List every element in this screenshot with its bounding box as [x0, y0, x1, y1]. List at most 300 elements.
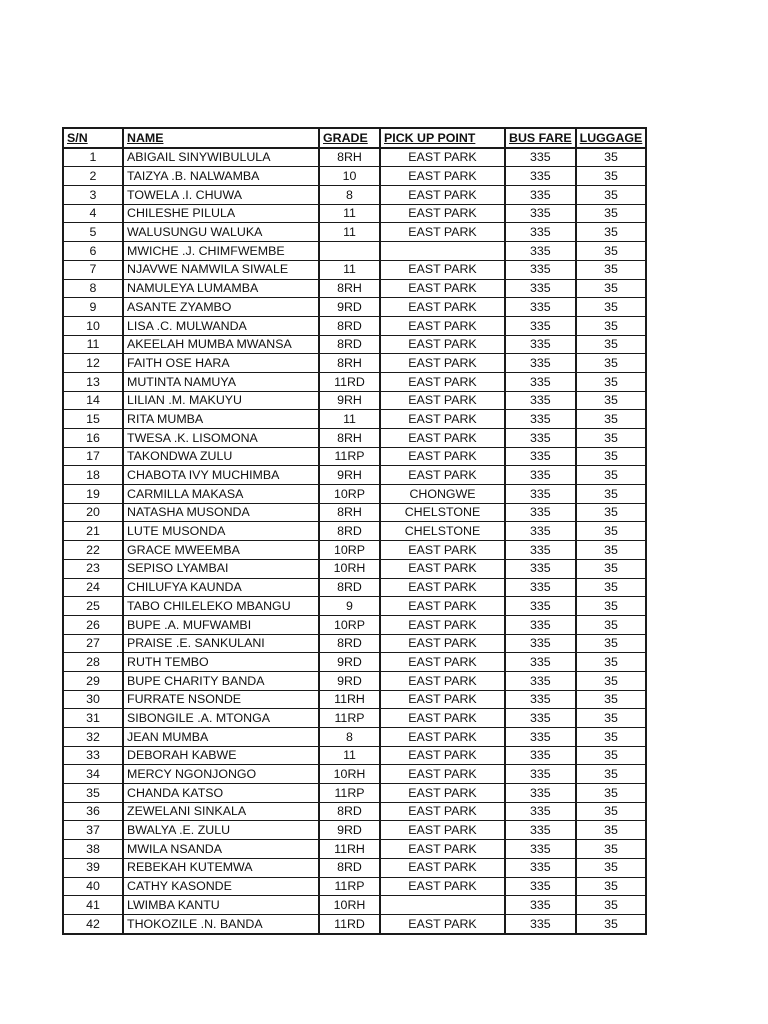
cell-bus-fare: 335 [505, 466, 576, 485]
cell-name: MERCY NGONJONGO [123, 765, 319, 784]
cell-grade: 11RP [319, 709, 380, 728]
cell-bus-fare: 335 [505, 784, 576, 803]
cell-luggage: 35 [576, 279, 647, 298]
cell-bus-fare: 335 [505, 223, 576, 242]
cell-grade: 10RP [319, 541, 380, 560]
cell-pickup: CHONGWE [380, 485, 505, 504]
cell-luggage: 35 [576, 765, 647, 784]
cell-name: MWILA NSANDA [123, 840, 319, 859]
cell-sn: 34 [63, 765, 123, 784]
cell-bus-fare: 335 [505, 242, 576, 261]
cell-sn: 2 [63, 167, 123, 186]
cell-sn: 22 [63, 541, 123, 560]
cell-luggage: 35 [576, 223, 647, 242]
table-row [63, 541, 646, 560]
table-row [63, 447, 646, 466]
cell-grade: 9RD [319, 671, 380, 690]
cell-grade: 8RH [319, 503, 380, 522]
cell-pickup: EAST PARK [380, 802, 505, 821]
table-row [63, 148, 646, 167]
cell-pickup: EAST PARK [380, 671, 505, 690]
cell-grade: 9RD [319, 653, 380, 672]
cell-grade: 8RD [319, 858, 380, 877]
table-header-row [63, 128, 646, 148]
cell-name: GRACE MWEEMBA [123, 541, 319, 560]
cell-luggage: 35 [576, 784, 647, 803]
cell-luggage: 35 [576, 597, 647, 616]
cell-pickup: EAST PARK [380, 391, 505, 410]
cell-pickup: EAST PARK [380, 877, 505, 896]
cell-sn: 7 [63, 260, 123, 279]
cell-grade: 11RD [319, 914, 380, 933]
cell-name: FURRATE NSONDE [123, 690, 319, 709]
cell-bus-fare: 335 [505, 410, 576, 429]
cell-pickup: EAST PARK [380, 578, 505, 597]
student-bus-table [62, 127, 647, 935]
cell-bus-fare: 335 [505, 354, 576, 373]
cell-luggage: 35 [576, 840, 647, 859]
cell-grade: 8RH [319, 354, 380, 373]
cell-pickup: EAST PARK [380, 260, 505, 279]
cell-grade: 8RH [319, 429, 380, 448]
table-row [63, 690, 646, 709]
cell-grade: 8RD [319, 578, 380, 597]
cell-name: RUTH TEMBO [123, 653, 319, 672]
cell-luggage: 35 [576, 372, 647, 391]
cell-pickup: EAST PARK [380, 821, 505, 840]
table-row [63, 877, 646, 896]
cell-sn: 33 [63, 746, 123, 765]
cell-luggage: 35 [576, 653, 647, 672]
cell-bus-fare: 335 [505, 391, 576, 410]
cell-grade: 10RH [319, 896, 380, 915]
cell-grade: 8RD [319, 802, 380, 821]
header-luggage: LUGGAGE [576, 128, 647, 148]
table-row [63, 559, 646, 578]
cell-luggage: 35 [576, 728, 647, 747]
table-row [63, 802, 646, 821]
cell-sn: 39 [63, 858, 123, 877]
cell-luggage: 35 [576, 316, 647, 335]
cell-name: MWICHE .J. CHIMFWEMBE [123, 242, 319, 261]
cell-pickup: EAST PARK [380, 541, 505, 560]
cell-luggage: 35 [576, 204, 647, 223]
table-row [63, 597, 646, 616]
cell-name: CARMILLA MAKASA [123, 485, 319, 504]
cell-sn: 35 [63, 784, 123, 803]
header-bus-fare: BUS FARE [505, 128, 576, 148]
cell-pickup: EAST PARK [380, 354, 505, 373]
cell-pickup: EAST PARK [380, 410, 505, 429]
header-sn: S/N [63, 128, 123, 148]
cell-sn: 37 [63, 821, 123, 840]
cell-pickup: EAST PARK [380, 559, 505, 578]
cell-grade: 11 [319, 223, 380, 242]
table-row [63, 260, 646, 279]
cell-luggage: 35 [576, 148, 647, 167]
cell-sn: 14 [63, 391, 123, 410]
cell-luggage: 35 [576, 896, 647, 915]
cell-grade: 10RH [319, 765, 380, 784]
cell-name: CHABOTA IVY MUCHIMBA [123, 466, 319, 485]
cell-sn: 31 [63, 709, 123, 728]
cell-name: LWIMBA KANTU [123, 896, 319, 915]
cell-grade: 11RH [319, 690, 380, 709]
cell-name: TABO CHILELEKO MBANGU [123, 597, 319, 616]
cell-bus-fare: 335 [505, 541, 576, 560]
table-row [63, 429, 646, 448]
cell-name: BWALYA .E. ZULU [123, 821, 319, 840]
cell-name: LILIAN .M. MAKUYU [123, 391, 319, 410]
table-row [63, 522, 646, 541]
cell-bus-fare: 335 [505, 858, 576, 877]
cell-grade: 10 [319, 167, 380, 186]
cell-name: CHILESHE PILULA [123, 204, 319, 223]
cell-bus-fare: 335 [505, 447, 576, 466]
cell-grade [319, 242, 380, 261]
cell-luggage: 35 [576, 485, 647, 504]
cell-grade: 11 [319, 260, 380, 279]
cell-name: ZEWELANI SINKALA [123, 802, 319, 821]
cell-bus-fare: 335 [505, 578, 576, 597]
cell-pickup: EAST PARK [380, 186, 505, 205]
cell-bus-fare: 335 [505, 690, 576, 709]
table-row [63, 728, 646, 747]
cell-pickup: EAST PARK [380, 335, 505, 354]
cell-bus-fare: 335 [505, 877, 576, 896]
cell-sn: 40 [63, 877, 123, 896]
cell-sn: 12 [63, 354, 123, 373]
cell-luggage: 35 [576, 709, 647, 728]
cell-grade: 8 [319, 728, 380, 747]
cell-sn: 23 [63, 559, 123, 578]
table-row [63, 840, 646, 859]
cell-pickup: EAST PARK [380, 167, 505, 186]
cell-pickup: EAST PARK [380, 447, 505, 466]
cell-bus-fare: 335 [505, 204, 576, 223]
cell-name: SIBONGILE .A. MTONGA [123, 709, 319, 728]
cell-name: NJAVWE NAMWILA SIWALE [123, 260, 319, 279]
cell-bus-fare: 335 [505, 167, 576, 186]
cell-luggage: 35 [576, 690, 647, 709]
table-row [63, 335, 646, 354]
cell-grade: 9RH [319, 391, 380, 410]
cell-luggage: 35 [576, 858, 647, 877]
cell-grade: 8RD [319, 316, 380, 335]
cell-name: WALUSUNGU WALUKA [123, 223, 319, 242]
cell-pickup: EAST PARK [380, 709, 505, 728]
cell-sn: 8 [63, 279, 123, 298]
table-row [63, 578, 646, 597]
cell-grade: 8RD [319, 335, 380, 354]
cell-pickup: EAST PARK [380, 690, 505, 709]
table-row [63, 709, 646, 728]
cell-bus-fare: 335 [505, 186, 576, 205]
cell-grade: 11 [319, 746, 380, 765]
cell-grade: 11RP [319, 784, 380, 803]
cell-sn: 21 [63, 522, 123, 541]
cell-pickup: EAST PARK [380, 858, 505, 877]
table-row [63, 167, 646, 186]
cell-bus-fare: 335 [505, 485, 576, 504]
cell-grade: 11RH [319, 840, 380, 859]
cell-pickup: EAST PARK [380, 316, 505, 335]
table-row [63, 354, 646, 373]
cell-sn: 13 [63, 372, 123, 391]
cell-name: MUTINTA NAMUYA [123, 372, 319, 391]
header-name: NAME [123, 128, 319, 148]
cell-bus-fare: 335 [505, 728, 576, 747]
table-row [63, 503, 646, 522]
cell-pickup: EAST PARK [380, 914, 505, 933]
table-row [63, 485, 646, 504]
cell-sn: 36 [63, 802, 123, 821]
cell-pickup: CHELSTONE [380, 503, 505, 522]
cell-sn: 24 [63, 578, 123, 597]
cell-bus-fare: 335 [505, 765, 576, 784]
header-pickup: PICK UP POINT [380, 128, 505, 148]
cell-luggage: 35 [576, 578, 647, 597]
cell-name: FAITH OSE HARA [123, 354, 319, 373]
cell-bus-fare: 335 [505, 597, 576, 616]
cell-pickup: EAST PARK [380, 372, 505, 391]
cell-sn: 27 [63, 634, 123, 653]
cell-name: BUPE .A. MUFWAMBI [123, 615, 319, 634]
cell-bus-fare: 335 [505, 503, 576, 522]
table-row [63, 186, 646, 205]
cell-grade: 11RP [319, 877, 380, 896]
cell-name: THOKOZILE .N. BANDA [123, 914, 319, 933]
cell-pickup: EAST PARK [380, 634, 505, 653]
cell-grade: 8RD [319, 634, 380, 653]
cell-name: NATASHA MUSONDA [123, 503, 319, 522]
cell-bus-fare: 335 [505, 298, 576, 317]
cell-luggage: 35 [576, 821, 647, 840]
cell-sn: 41 [63, 896, 123, 915]
cell-name: PRAISE .E. SANKULANI [123, 634, 319, 653]
cell-bus-fare: 335 [505, 429, 576, 448]
spreadsheet-page [62, 127, 647, 935]
cell-sn: 6 [63, 242, 123, 261]
table-row [63, 410, 646, 429]
cell-grade: 9RD [319, 298, 380, 317]
cell-luggage: 35 [576, 615, 647, 634]
cell-name: ASANTE ZYAMBO [123, 298, 319, 317]
header-grade: GRADE [319, 128, 380, 148]
cell-luggage: 35 [576, 298, 647, 317]
cell-sn: 15 [63, 410, 123, 429]
cell-bus-fare: 335 [505, 821, 576, 840]
cell-grade: 10RH [319, 559, 380, 578]
table-row [63, 896, 646, 915]
cell-luggage: 35 [576, 410, 647, 429]
cell-name: TOWELA .I. CHUWA [123, 186, 319, 205]
cell-sn: 18 [63, 466, 123, 485]
cell-luggage: 35 [576, 335, 647, 354]
table-row [63, 634, 646, 653]
cell-name: CHILUFYA KAUNDA [123, 578, 319, 597]
cell-grade: 8 [319, 186, 380, 205]
cell-bus-fare: 335 [505, 802, 576, 821]
cell-pickup: EAST PARK [380, 746, 505, 765]
cell-grade: 8RH [319, 279, 380, 298]
cell-sn: 26 [63, 615, 123, 634]
cell-pickup: EAST PARK [380, 728, 505, 747]
cell-name: LISA .C. MULWANDA [123, 316, 319, 335]
cell-luggage: 35 [576, 634, 647, 653]
cell-pickup: CHELSTONE [380, 522, 505, 541]
cell-grade: 8RD [319, 522, 380, 541]
cell-luggage: 35 [576, 391, 647, 410]
table-body [63, 148, 646, 934]
cell-grade: 9RD [319, 821, 380, 840]
cell-name: AKEELAH MUMBA MWANSA [123, 335, 319, 354]
cell-name: DEBORAH KABWE [123, 746, 319, 765]
cell-grade: 9RH [319, 466, 380, 485]
table-row [63, 858, 646, 877]
table-row [63, 223, 646, 242]
cell-bus-fare: 335 [505, 914, 576, 933]
cell-grade: 8RH [319, 148, 380, 167]
cell-pickup: EAST PARK [380, 840, 505, 859]
cell-sn: 32 [63, 728, 123, 747]
cell-bus-fare: 335 [505, 559, 576, 578]
table-row [63, 653, 646, 672]
cell-sn: 28 [63, 653, 123, 672]
cell-bus-fare: 335 [505, 746, 576, 765]
cell-name: CHANDA KATSO [123, 784, 319, 803]
cell-sn: 1 [63, 148, 123, 167]
cell-luggage: 35 [576, 541, 647, 560]
cell-grade: 11 [319, 204, 380, 223]
cell-bus-fare: 335 [505, 653, 576, 672]
table-row [63, 298, 646, 317]
cell-sn: 25 [63, 597, 123, 616]
table-row [63, 914, 646, 933]
cell-sn: 11 [63, 335, 123, 354]
cell-pickup [380, 242, 505, 261]
cell-grade: 11RP [319, 447, 380, 466]
table-row [63, 204, 646, 223]
cell-sn: 19 [63, 485, 123, 504]
cell-luggage: 35 [576, 260, 647, 279]
cell-luggage: 35 [576, 914, 647, 933]
cell-name: CATHY KASONDE [123, 877, 319, 896]
cell-luggage: 35 [576, 186, 647, 205]
cell-pickup: EAST PARK [380, 653, 505, 672]
cell-sn: 42 [63, 914, 123, 933]
cell-sn: 4 [63, 204, 123, 223]
table-row [63, 242, 646, 261]
cell-pickup: EAST PARK [380, 597, 505, 616]
cell-bus-fare: 335 [505, 335, 576, 354]
cell-name: TAIZYA .B. NALWAMBA [123, 167, 319, 186]
cell-name: TAKONDWA ZULU [123, 447, 319, 466]
cell-bus-fare: 335 [505, 896, 576, 915]
cell-luggage: 35 [576, 167, 647, 186]
table-row [63, 372, 646, 391]
cell-pickup: EAST PARK [380, 466, 505, 485]
cell-luggage: 35 [576, 354, 647, 373]
cell-name: JEAN MUMBA [123, 728, 319, 747]
cell-grade: 11 [319, 410, 380, 429]
table-row [63, 279, 646, 298]
cell-bus-fare: 335 [505, 316, 576, 335]
cell-bus-fare: 335 [505, 279, 576, 298]
cell-sn: 5 [63, 223, 123, 242]
cell-luggage: 35 [576, 559, 647, 578]
cell-pickup: EAST PARK [380, 148, 505, 167]
cell-pickup [380, 896, 505, 915]
table-row [63, 391, 646, 410]
cell-sn: 20 [63, 503, 123, 522]
cell-bus-fare: 335 [505, 840, 576, 859]
cell-luggage: 35 [576, 503, 647, 522]
cell-grade: 9 [319, 597, 380, 616]
table-row [63, 784, 646, 803]
cell-bus-fare: 335 [505, 709, 576, 728]
cell-name: RITA MUMBA [123, 410, 319, 429]
cell-grade: 10RP [319, 485, 380, 504]
cell-luggage: 35 [576, 877, 647, 896]
cell-bus-fare: 335 [505, 671, 576, 690]
table-row [63, 765, 646, 784]
cell-pickup: EAST PARK [380, 765, 505, 784]
cell-luggage: 35 [576, 242, 647, 261]
cell-grade: 10RP [319, 615, 380, 634]
table-row [63, 821, 646, 840]
cell-luggage: 35 [576, 746, 647, 765]
cell-sn: 17 [63, 447, 123, 466]
cell-luggage: 35 [576, 447, 647, 466]
cell-bus-fare: 335 [505, 522, 576, 541]
cell-bus-fare: 335 [505, 634, 576, 653]
table-row [63, 466, 646, 485]
cell-pickup: EAST PARK [380, 784, 505, 803]
cell-pickup: EAST PARK [380, 298, 505, 317]
cell-pickup: EAST PARK [380, 615, 505, 634]
cell-luggage: 35 [576, 522, 647, 541]
cell-name: REBEKAH KUTEMWA [123, 858, 319, 877]
cell-name: LUTE MUSONDA [123, 522, 319, 541]
cell-name: NAMULEYA LUMAMBA [123, 279, 319, 298]
cell-pickup: EAST PARK [380, 279, 505, 298]
cell-pickup: EAST PARK [380, 429, 505, 448]
cell-sn: 3 [63, 186, 123, 205]
cell-bus-fare: 335 [505, 148, 576, 167]
cell-luggage: 35 [576, 466, 647, 485]
cell-sn: 16 [63, 429, 123, 448]
cell-sn: 29 [63, 671, 123, 690]
cell-bus-fare: 335 [505, 615, 576, 634]
cell-name: TWESA .K. LISOMONA [123, 429, 319, 448]
cell-name: ABIGAIL SINYWIBULULA [123, 148, 319, 167]
table-row [63, 671, 646, 690]
cell-name: SEPISO LYAMBAI [123, 559, 319, 578]
cell-bus-fare: 335 [505, 260, 576, 279]
cell-pickup: EAST PARK [380, 223, 505, 242]
cell-sn: 38 [63, 840, 123, 859]
cell-sn: 10 [63, 316, 123, 335]
cell-sn: 9 [63, 298, 123, 317]
cell-luggage: 35 [576, 671, 647, 690]
cell-sn: 30 [63, 690, 123, 709]
cell-grade: 11RD [319, 372, 380, 391]
cell-name: BUPE CHARITY BANDA [123, 671, 319, 690]
cell-luggage: 35 [576, 429, 647, 448]
cell-luggage: 35 [576, 802, 647, 821]
cell-bus-fare: 335 [505, 372, 576, 391]
